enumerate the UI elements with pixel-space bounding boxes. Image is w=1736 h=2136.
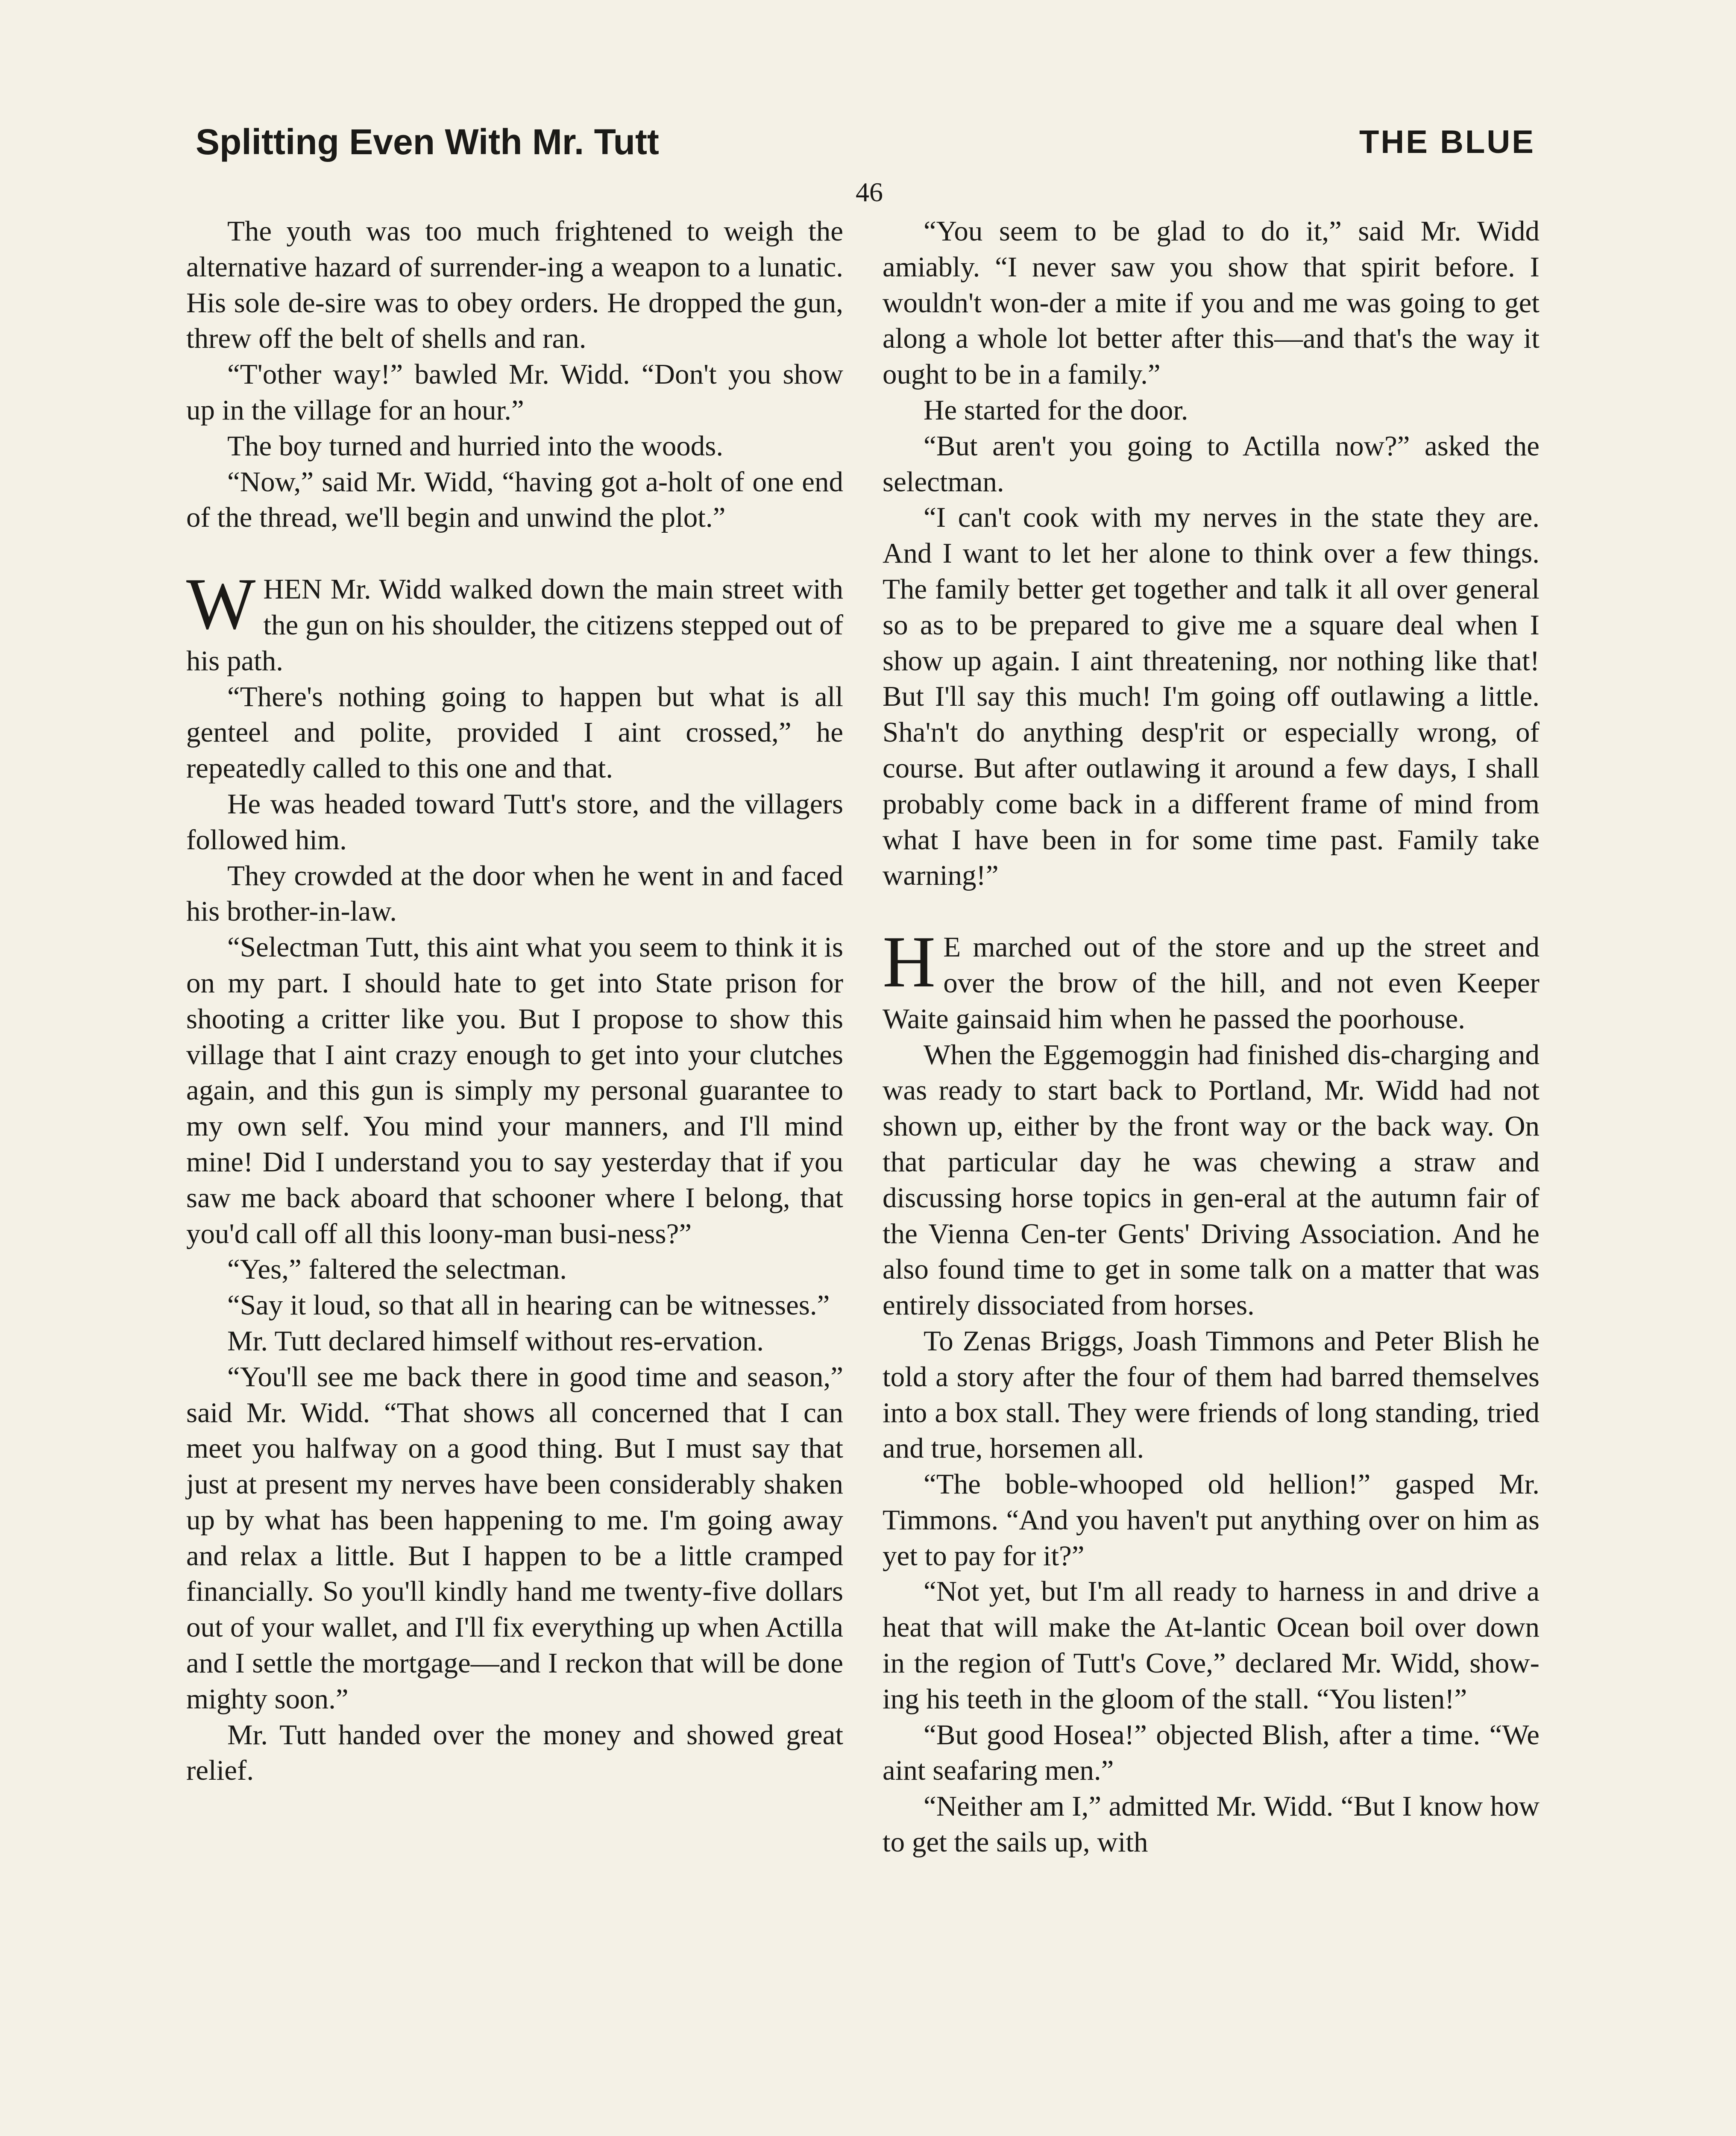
paragraph: He was headed toward Tutt's store, and the villagers followed him. <box>186 788 843 856</box>
paragraph: Mr. Tutt handed over the money and showed great relief. <box>186 1719 843 1787</box>
paragraph: “Not yet, but I'm all ready to harness in and drive a heat that will make the At-lantic Ocean boil over down in the region of Tutt's Cove,” declared Mr. Widd, show-ing his teeth in the gloom of the stall. “You listen!” <box>883 1576 1540 1715</box>
paragraph: “But aren't you going to Actilla now?” asked the selectman. <box>883 430 1540 498</box>
section-opening-paragraph <box>883 921 1540 1037</box>
paragraph: The youth was too much frightened to weigh the alternative hazard of surrender-ing a weapon to a lunatic. His sole de-sire was to obey orders. He dropped the gun, threw off the belt of shells and ran. <box>186 215 843 355</box>
left-column <box>186 214 843 1789</box>
story-title: Splitting Even With Mr. Tutt <box>196 122 659 162</box>
paragraph: “You seem to be glad to do it,” said Mr. Widd amiably. “I never saw you show that spirit before. I wouldn't won-der a mite if you and me was going to get along a whole lot better after this—and that's the way it ought to be in a family.” <box>883 215 1540 390</box>
paragraph: “The boble-whooped old hellion!” gasped Mr. Timmons. “And you haven't put anything over on him as yet to pay for it?” <box>883 1468 1540 1572</box>
section-break <box>883 894 1540 930</box>
paragraph: “Say it loud, so that all in hearing can be witnesses.” <box>227 1289 830 1321</box>
paragraph-text: HEN Mr. Widd walked down the main street with the gun on his shoulder, the citizens stepped out of his path. <box>186 573 843 677</box>
drop-cap: H <box>883 921 936 1003</box>
page-number: 46 <box>856 177 883 207</box>
drop-cap: W <box>186 563 256 645</box>
paragraph: “There's nothing going to happen but what is all genteel and polite, provided I aint crossed,” he repeatedly called to this one and that. <box>186 681 843 784</box>
paragraph: They crowded at the door when he went in and faced his brother-in-law. <box>186 860 843 927</box>
magazine-name: THE BLUE <box>1359 124 1535 160</box>
paragraph: “Selectman Tutt, this aint what you seem to think it is on my part. I should hate to get into State prison for shooting a critter like you. But I propose to show this village that I aint crazy enough to get into your clutches again, and this gun is simply my personal guarantee to my own self. You mind your manners, and I'll mind mine! Did I understand you to say yesterday that if you saw me back aboard that schooner where I belong, that you'd call off all this loony-man busi-ness?” <box>186 931 843 1250</box>
paragraph: The boy turned and hurried into the woods. <box>227 430 724 462</box>
paragraph: To Zenas Briggs, Joash Timmons and Peter Blish he told a story after the four of them had barred themselves into a box stall. They were friends of long standing, tried and true, horsemen all. <box>883 1325 1540 1464</box>
paragraph: “T'other way!” bawled Mr. Widd. “Don't you show up in the village for an hour.” <box>186 358 843 426</box>
paragraph: “I can't cook with my nerves in the state they are. And I want to let her alone to think over a few things. The family better get together and talk it all over general so as to be prepared to give me a square deal when I show up again. I aint threatening, nor nothing like that! But I'll say this much! I'm going off outlawing a little. Sha'n't do anything desp'rit or especially wrong, of course. But after outlawing it around a few days, I shall probably come back in a different frame of mind from what I have been in for some time past. Family take warning!” <box>883 502 1540 892</box>
paragraph: “Neither am I,” admitted Mr. Widd. “But I know how to get the sails up, with <box>883 1790 1540 1858</box>
paragraph: “You'll see me back there in good time and season,” said Mr. Widd. “That shows all concerned that I can meet you halfway on a good thing. But I must say that just at present my nerves have been considerably shaken up by what has been happening to me. I'm going away and relax a little. But I happen to be a little cramped financially. So you'll kindly hand me twenty-five dollars out of your wallet, and I'll fix everything up when Actilla and I settle the mortgage—and I reckon that will be done mighty soon.” <box>186 1361 843 1715</box>
paragraph: Mr. Tutt declared himself without res-ervation. <box>227 1325 764 1357</box>
paragraph-text: E marched out of the store and up the street and over the brow of the hill, and not even Keeper Waite gainsaid him when he passed the poorhouse. <box>883 931 1540 1035</box>
paragraph: When the Eggemoggin had finished dis-charging and was ready to start back to Portland, Mr. Widd had not shown up, either by the front way or the back way. On that particular day he was chewing a straw and discussing horse topics in gen-eral at the autumn fair of the Vienna Cen-ter Gents' Driving Association. And he also found time to get in some talk on a matter that was entirely dissociated from horses. <box>883 1039 1540 1321</box>
paragraph: “Now,” said Mr. Widd, “having got a-holt of one end of the thread, we'll begin and unwind the plot.” <box>186 466 843 534</box>
section-opening-paragraph <box>186 563 843 679</box>
paragraph: “Yes,” faltered the selectman. <box>227 1253 567 1285</box>
right-column <box>883 214 1540 1860</box>
paragraph: He started for the door. <box>924 394 1188 426</box>
section-break <box>186 536 843 572</box>
paragraph: “But good Hosea!” objected Blish, after a time. “We aint seafaring men.” <box>883 1719 1540 1787</box>
